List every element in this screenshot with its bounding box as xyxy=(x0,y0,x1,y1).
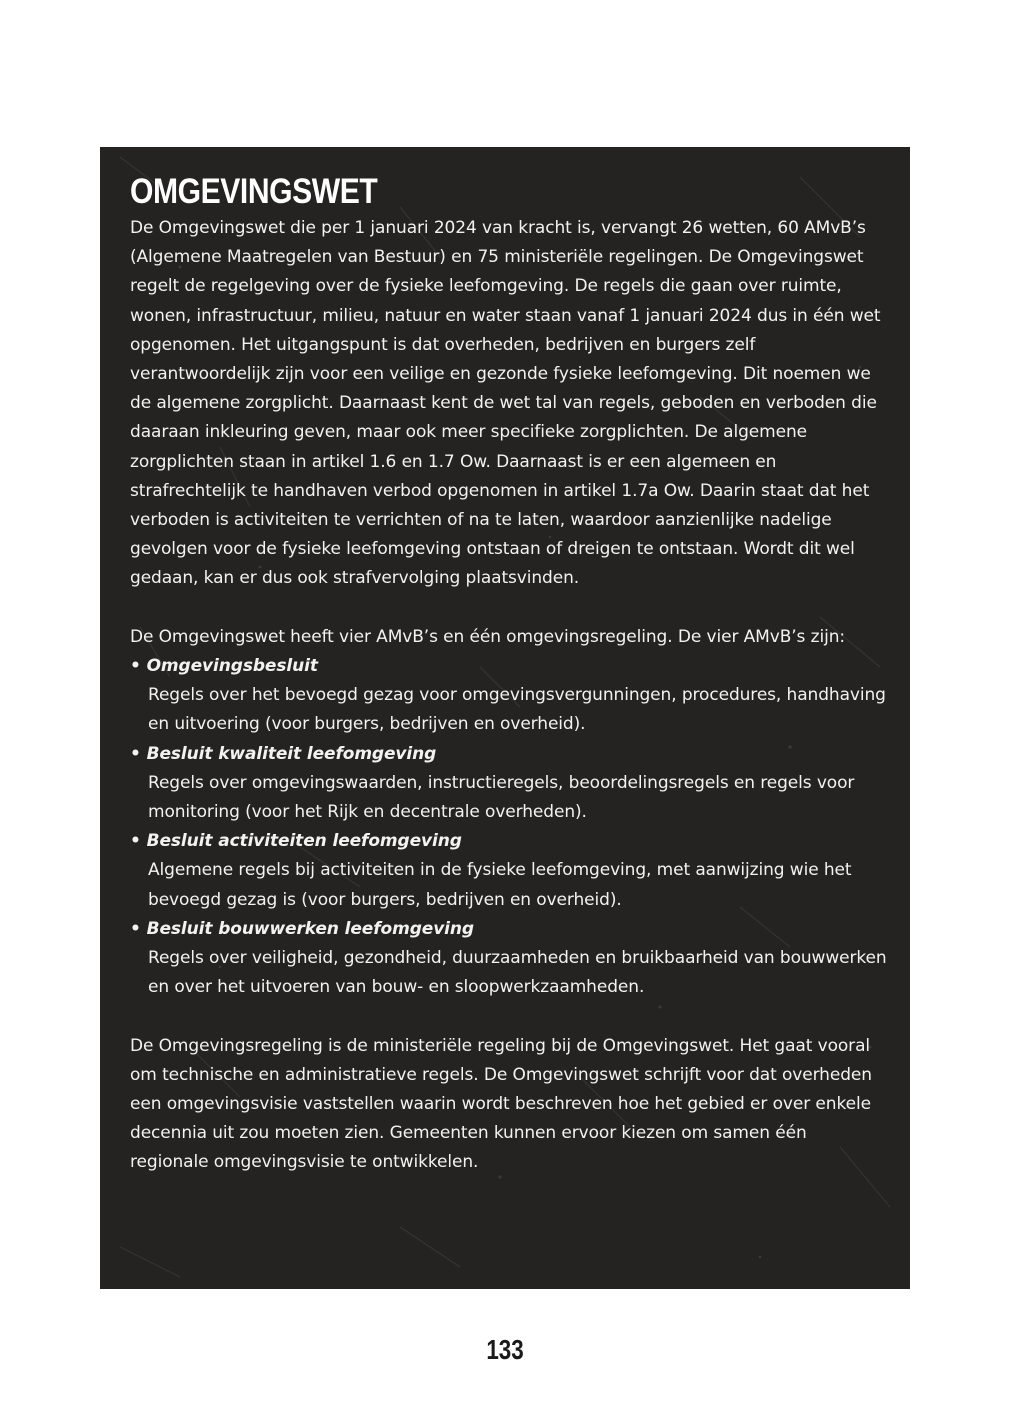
list-item-title: • Omgevingsbesluit xyxy=(130,656,318,677)
list-item xyxy=(130,915,890,1003)
list-item xyxy=(130,652,890,740)
section-title: OMGEVINGSWET xyxy=(130,172,378,211)
paragraph-gap xyxy=(130,1002,890,1031)
list-item-description: Regels over veiligheid, gezondheid, duurzaamheden en bruikbaarheid van bouwwerken en over het uitvoeren van bouw- en sloopwerkzaamheden. xyxy=(148,948,887,998)
list-item xyxy=(130,740,890,828)
list-item-title: • Besluit bouwwerken leefomgeving xyxy=(130,918,474,939)
intro-paragraph: De Omgevingswet die per 1 januari 2024 van kracht is, vervangt 26 wetten, 60 AMvB’s (Algemene Maatregelen van Bestuur) en 75 ministeriële regelingen. De Omgevingswet regelt de regelgeving over de fysieke leefomgeving. De regels die gaan over ruimte, wonen, infrastructuur, milieu, natuur en water staan vanaf 1 januari 2024 dus in één wet opgenomen. Het uitgangspunt is dat overheden, bedrijven en burgers zelf verantwoordelijk zijn voor een veilige en gezonde fysieke leefomgeving. Dit noemen we de algemene zorgplicht. Daarnaast kent de wet tal van regels, geboden en verboden die daaraan inkleuring geven, maar ook meer specifieke zorgplichten. De algemene zorgplichten staan in artikel 1.6 en 1.7 Ow. Daarnaast is er een algemeen en strafrechtelijk te handhaven verbod opgenomen in artikel 1.7a Ow. Daarin staat dat het verboden is activiteiten te verrichten of na te laten, waardoor aanzienlijke nadelige gevolgen voor de fysieke leefomgeving ontstaan of dreigen te ontstaan. Wordt dit wel gedaan, kan er dus ook strafvervolging plaatsvinden. xyxy=(130,218,881,589)
amvb-intro-paragraph: De Omgevingswet heeft vier AMvB’s en één omgevingsregeling. De vier AMvB’s zijn: xyxy=(130,626,845,647)
list-item-title: • Besluit kwaliteit leefomgeving xyxy=(130,743,437,764)
text-panel xyxy=(100,147,910,1289)
list-item-description: Regels over omgevingswaarden, instructieregels, beoordelingsregels en regels voor monitoring (voor het Rijk en decentrale overheden). xyxy=(148,772,855,823)
omgevingsregeling-paragraph: De Omgevingsregeling is de ministeriële regeling bij de Omgevingswet. Het gaat vooral om technische en administratieve regels. De Omgevingswet schrijft voor dat overheden een omgevingsvisie vaststellen waarin wordt beschreven hoe het gebied er over enkele decennia uit zou moeten zien. Gemeenten kunnen ervoor kiezen om samen één regionale omgevingsvisie te ontwikkelen. xyxy=(130,1035,872,1173)
list-item xyxy=(130,827,890,915)
amvb-list xyxy=(130,652,890,1002)
paragraph-gap xyxy=(130,594,890,623)
list-item-title: • Besluit activiteiten leefomgeving xyxy=(130,831,462,852)
page-number: 133 xyxy=(486,1334,524,1365)
article xyxy=(130,171,890,1178)
list-item-description: Regels over het bevoegd gezag voor omgevingsvergunningen, procedures, handhaving en uitvoering (voor burgers, bedrijven en overheid). xyxy=(148,685,886,735)
list-item-description: Algemene regels bij activiteiten in de fysieke leefomgeving, met aanwijzing wie het bevoegd gezag is (voor burgers, bedrijven en overheid). xyxy=(148,860,852,910)
